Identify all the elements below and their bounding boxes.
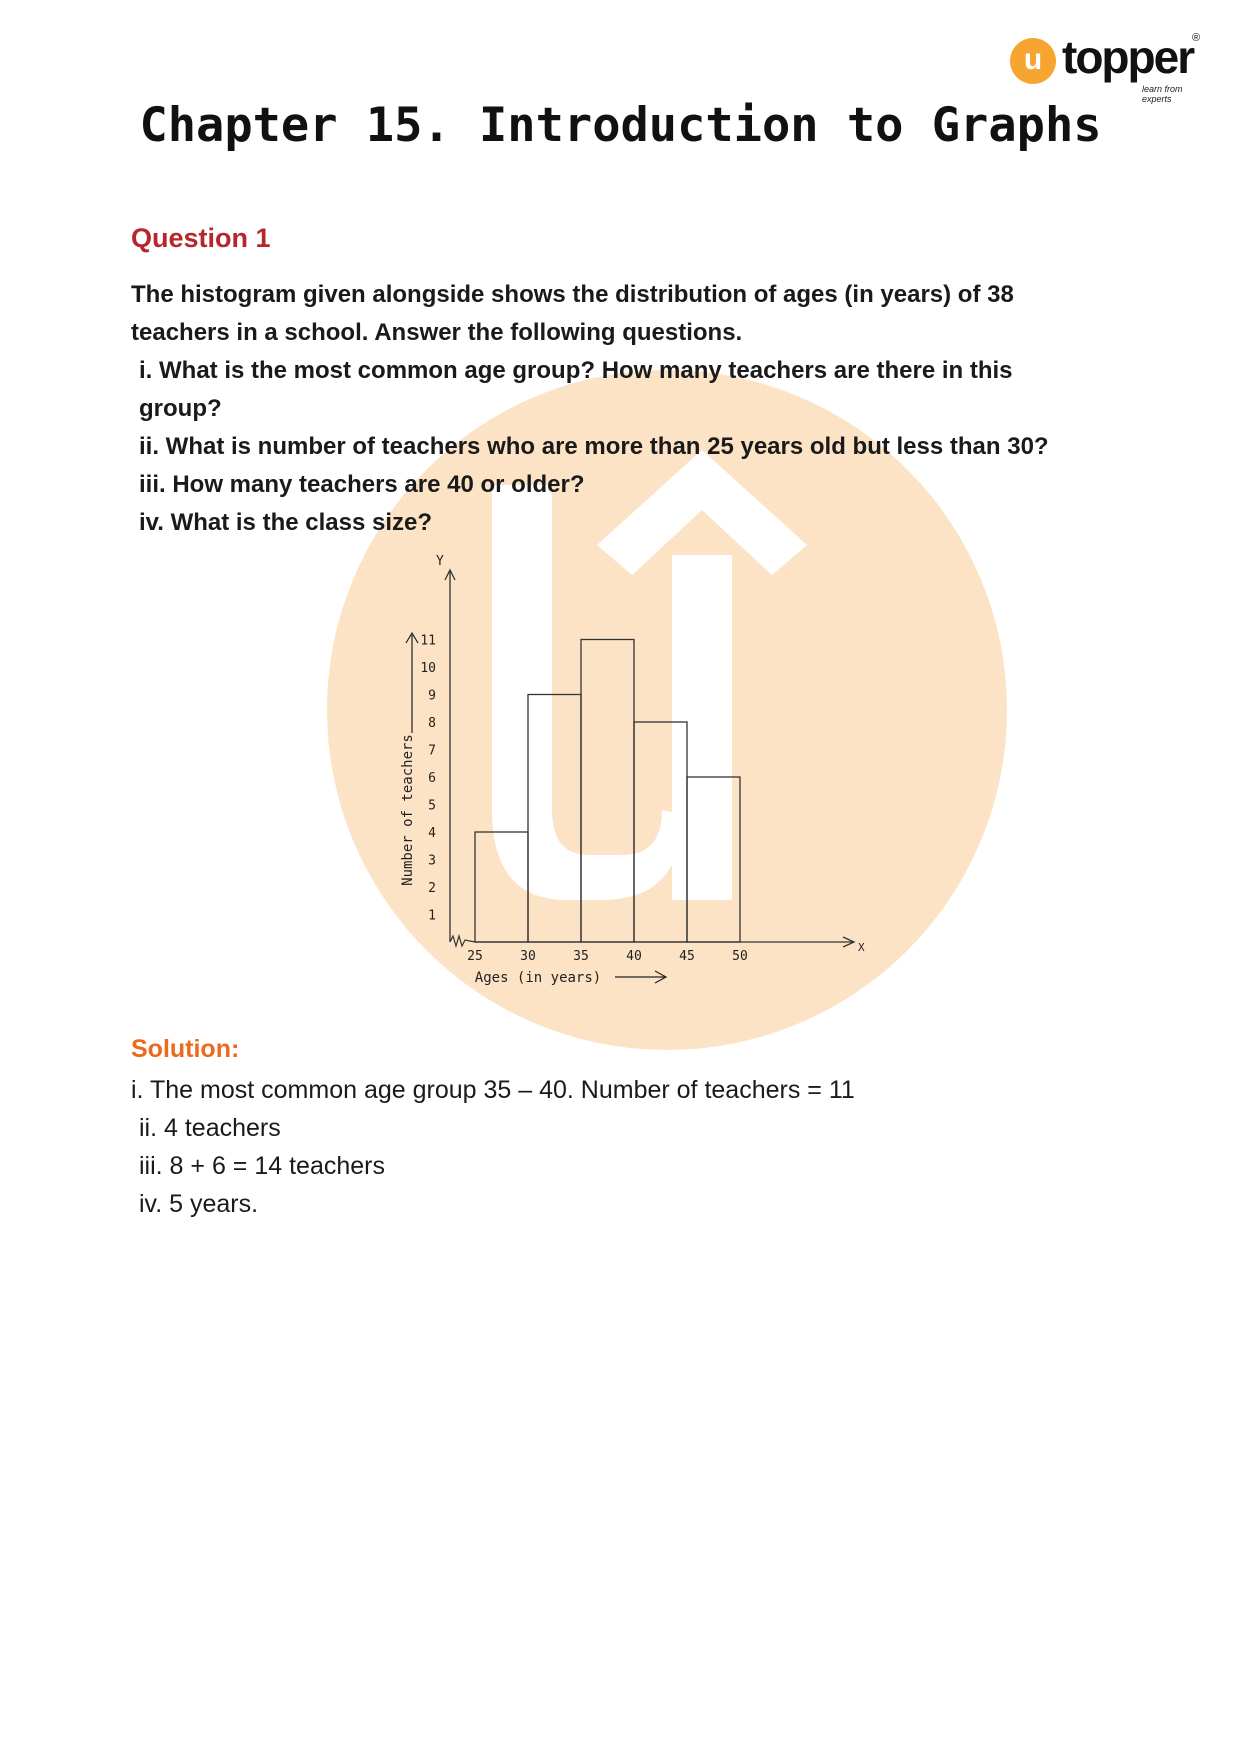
question-item: ii. What is number of teachers who are more than 25 years old but less than 30? (139, 433, 1049, 460)
y-tick-label: 6 (428, 771, 436, 786)
x-axis-title: Ages (in years) (474, 970, 602, 986)
histogram-bar (634, 722, 687, 942)
y-tick-label: 11 (420, 633, 436, 649)
page-title: Chapter 15. Introduction to Graphs (139, 98, 1102, 153)
solution-line: i. The most common age group 35 – 40. Number of teachers = 11 (131, 1076, 855, 1104)
x-tick-label: 35 (573, 949, 589, 964)
y-tick-label: 7 (428, 743, 436, 759)
y-tick-label: 9 (428, 688, 436, 704)
y-tick-label: 8 (428, 716, 436, 731)
question-text (131, 276, 1111, 542)
y-tick-label: 3 (428, 853, 436, 869)
x-tick-label: 45 (679, 949, 695, 964)
y-axis-name: Y (436, 554, 444, 569)
y-tick-label: 2 (428, 881, 436, 896)
solution-label: Solution: (131, 1035, 240, 1063)
question-label: Question 1 (131, 223, 271, 253)
histogram-chart (390, 545, 870, 995)
histogram-bar (475, 832, 528, 942)
y-tick-label: 1 (428, 908, 436, 924)
solution-line: iii. 8 + 6 = 14 teachers (139, 1152, 385, 1180)
y-tick-label: 5 (428, 798, 436, 814)
brand-name: topper (1062, 31, 1194, 83)
y-axis-title: Number of teachers (400, 734, 416, 886)
x-axis-name: X (858, 941, 865, 954)
registered-mark: ® (1192, 32, 1201, 44)
question-item: iii. How many teachers are 40 or older? (139, 471, 585, 498)
x-tick-label: 30 (520, 949, 536, 964)
histogram-bar (528, 695, 581, 943)
question-intro-line: teachers in a school. Answer the following questions. (131, 319, 743, 346)
x-tick-label: 25 (467, 949, 483, 964)
solution-line: iv. 5 years. (139, 1190, 259, 1218)
y-tick-label: 4 (428, 826, 436, 841)
question-item: i. What is the most common age group? How many teachers are there in this (139, 357, 1013, 384)
solution-line: ii. 4 teachers (139, 1114, 281, 1142)
y-tick-label: 10 (420, 661, 436, 676)
solution-text (131, 1071, 855, 1223)
question-item: iv. What is the class size? (139, 509, 432, 536)
brand-mark-icon: u (1010, 38, 1056, 84)
histogram-bar (581, 640, 634, 943)
brand-tagline: learn from experts (1142, 84, 1183, 104)
question-item: group? (139, 395, 222, 422)
x-tick-label: 50 (732, 949, 748, 964)
brand-logo (1010, 31, 1210, 104)
question-intro-line: The histogram given alongside shows the distribution of ages (in years) of 38 (131, 281, 1014, 308)
histogram-bar (687, 777, 740, 942)
x-tick-label: 40 (626, 949, 642, 964)
x-axis-break (450, 936, 475, 946)
